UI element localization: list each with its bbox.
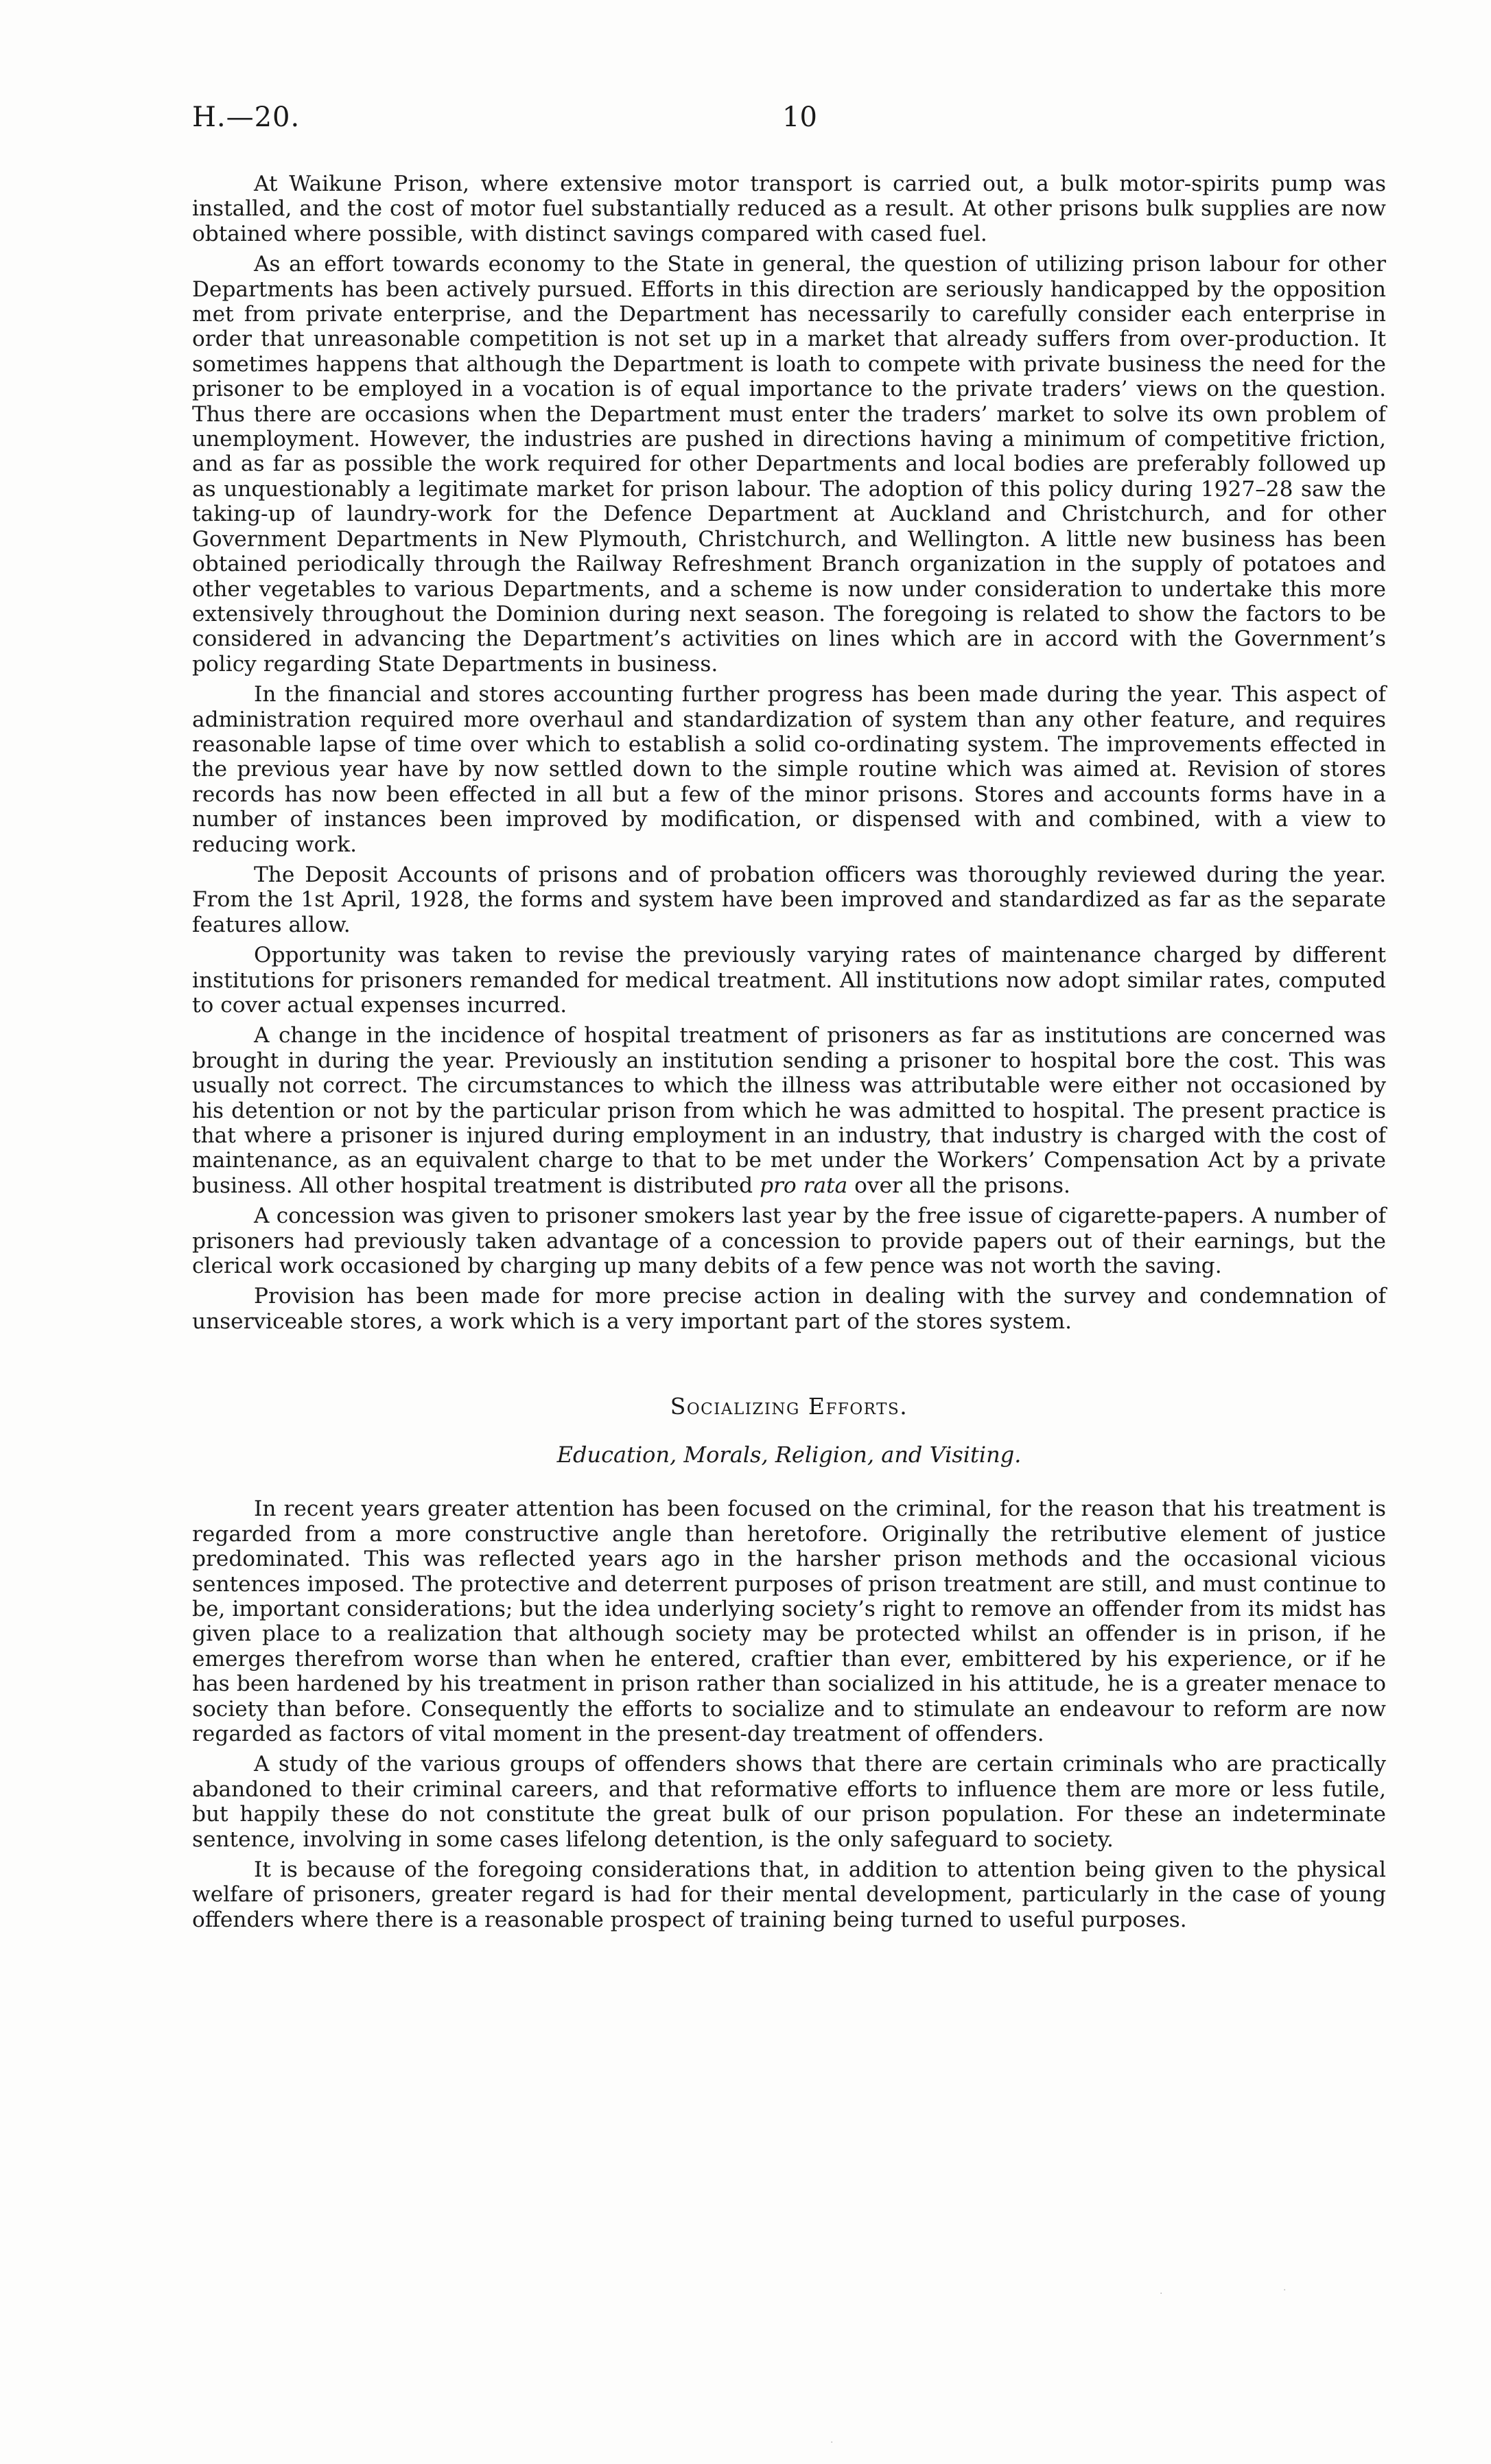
scan-speck: ·: [830, 2437, 834, 2448]
section-subheading: Education, Morals, Religion, and Visiting.: [556, 1442, 1022, 1468]
scan-speck: ·: [1160, 2288, 1163, 2299]
page-number: 10: [782, 102, 817, 133]
paragraph-criminal-treatment: In recent years greater attention has been focused on the criminal, for the reason that his treatment is regarded from a more constructive angle than heretofore. Originally the retributive element of justice predominated. This was reflected years ago in the harsher prison methods and the occasional vicious sentences imposed. The protective and deterrent purposes of prison treatment are still, and must continue to be, important considerations; but the idea underlying society’s right to remove an offender from its midst has given place to a realization that although society may be protected whilst an offender is in prison, if he emerges therefrom worse than when he entered, craftier than ever, embittered by his experience, or if he has been hardened by his treatment in prison rather than socialized in his attitude, he is a greater menace to society than before. Consequently the efforts to socialize and to stimulate an endeavour to reform are now regarded as factors of vital moment in the present-day treatment of offenders.: [192, 1497, 1386, 1746]
section-heading: Socializing Efforts.: [670, 1393, 908, 1420]
paragraph-deposit-accounts: The Deposit Accounts of prisons and of probation officers was thoroughly reviewed during the year. From the 1st April, 1928, the forms and system have been improved and standardized as far as the separate features allow.: [192, 862, 1386, 937]
hospital-text-start: A change in the incidence of hospital treatment of prisoners as far as institutions are concerned was brought in during the year. Previously an institution sending a prisoner to hospital bore the cost. This was usually not correct. The circumstances to which the illness was attributable were either not occasioned by his detention or not by the particular prison from which he was admitted to hospital. The present practice is that where a prisoner is injured during employment in an industry, that industry is charged with the cost of maintenance, as an equivalent charge to that to be met under the Workers’ Compensation Act by a private business. All other hospital treatment is distributed: [192, 1023, 1386, 1198]
paragraph-mental-development: It is because of the foregoing considerations that, in addition to attention being given to the physical welfare of prisoners, greater regard is had for their mental development, particularly in the case of young offenders where there is a reasonable prospect of training being turned to useful purposes.: [192, 1857, 1386, 1932]
hospital-text-end: over all the prisons.: [847, 1173, 1070, 1198]
document-reference: H.—20.: [192, 102, 301, 133]
paragraph-waikune-fuel: At Waikune Prison, where extensive motor transport is carried out, a bulk motor-spirits pump was installed, and the cost of motor fuel substantially reduced as a result. At other prisons bulk supplies are now obtained where possible, with distinct savings compared with cased fuel.: [192, 172, 1386, 246]
paragraph-offender-groups: A study of the various groups of offenders shows that there are certain criminals who are practically abandoned to their criminal careers, and that reformative efforts to influence them are more or less futile, but happily these do not constitute the great bulk of our prison population. For these an indeterminate sentence, involving in some cases lifelong detention, is the only safeguard to society.: [192, 1752, 1386, 1852]
paragraph-unserviceable-stores: Provision has been made for more precise action in dealing with the survey and condemnation of unserviceable stores, a work which is a very important part of the stores system.: [192, 1284, 1386, 1334]
body-text: [192, 172, 1386, 1938]
paragraph-prison-labour: As an effort towards economy to the State in general, the question of utilizing prison labour for other Departments has been actively pursued. Efforts in this direction are seriously handicapped by the opposition met from private enterprise, and the Department has necessarily to carefully consider each enterprise in order that unreasonable competition is not set up in a market that already suffers from over-production. It sometimes happens that although the Department is loath to compete with private business the need for the prisoner to be employed in a vocation is of equal importance to the private traders’ views on the question. Thus there are occasions when the Department must enter the traders’ market to solve its own problem of unemployment. However, the industries are pushed in directions having a minimum of competitive friction, and as far as possible the work required for other Departments and local bodies are preferably followed up as unquestionably a legitimate market for prison labour. The adoption of this policy during 1927–28 saw the taking-up of laundry-work for the Defence Department at Auckland and Christchurch, and for other Government Departments in New Plymouth, Christchurch, and Wellington. A little new business has been obtained periodically through the Railway Refreshment Branch organization in the supply of potatoes and other vegetables to various Departments, and a scheme is now under consideration to undertake this more extensively throughout the Dominion during next season. The foregoing is related to show the factors to be considered in advancing the Department’s activities on lines which are in accord with the Government’s policy regarding State Departments in business.: [192, 252, 1386, 677]
pro-rata-italic: pro rata: [760, 1173, 848, 1198]
page-header: [192, 102, 1386, 150]
paragraph-cigarette-papers: A concession was given to prisoner smokers last year by the free issue of cigarette-papers. A number of prisoners had previously taken advantage of a concession to provide papers out of their earnings, but the clerical work occasioned by charging up many debits of a few pence was not worth the saving.: [192, 1204, 1386, 1279]
paragraph-stores-accounting: In the financial and stores accounting further progress has been made during the year. This aspect of administration required more overhaul and standardization of system than any other feature, and requires reasonable lapse of time over which to establish a solid co-ordinating system. The improvements effected in the previous year have by now settled down to the simple routine which was aimed at. Revision of stores records has now been effected in all but a few of the minor prisons. Stores and accounts forms have in a number of instances been improved by modification, or dispensed with and combined, with a view to reducing work.: [192, 682, 1386, 857]
paragraph-hospital-treatment: [192, 1023, 1386, 1198]
scan-speck: ·: [1283, 2285, 1287, 2296]
paragraph-maintenance-rates: Opportunity was taken to revise the previously varying rates of maintenance charged by different institutions for prisoners remanded for medical treatment. All institutions now adopt similar rates, computed to cover actual expenses incurred.: [192, 943, 1386, 1018]
